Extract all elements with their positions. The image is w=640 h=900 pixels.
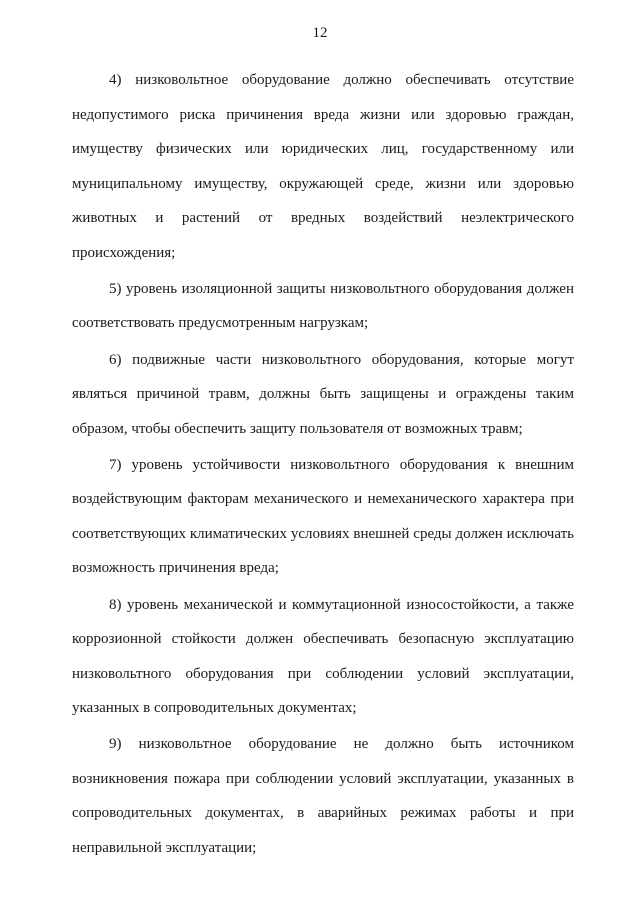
paragraph-item-6: 6) подвижные части низковольтного оборудования, которые могут являться причиной травм, должны быть защищены и ограждены таким образом, чтобы обеспечить защиту пользователя от возможных травм; [72, 351, 574, 437]
document-body [72, 63, 574, 867]
paragraph-item-9: 9) низковольтное оборудование не должно быть источником возникновения пожара при соблюдении условий эксплуатации, указанных в сопроводительных документах, в аварийных режимах работы и при неправильной эксплуатации; [72, 736, 574, 856]
paragraph-item-4: 4) низковольтное оборудование должно обеспечивать отсутствие недопустимого риска причинения вреда жизни или здоровью граждан, имуществу физических или юридических лиц, государственному или муниципальному имуществу, окружающей среде, жизни или здоровью животных и растений от вредных воздействий неэлектрического происхождения; [72, 72, 574, 261]
paragraph-item-7: 7) уровень устойчивости низковольтного оборудования к внешним воздействующим факторам механического и немеханического характера при соответствующих климатических условиях внешней среды должен исключать возможность причинения вреда; [72, 456, 574, 577]
page-number: 12 [312, 25, 328, 41]
paragraph-item-5: 5) уровень изоляционной защиты низковольтного оборудования должен соответствовать предусмотренным нагрузкам; [72, 280, 574, 332]
paragraph-item-8: 8) уровень механической и коммутационной износостойкости, а также коррозионной стойкости должен обеспечивать безопасную эксплуатацию низковольтного оборудования при соблюдении условий эксплуатации, указанных в сопроводительных документах; [72, 596, 574, 717]
